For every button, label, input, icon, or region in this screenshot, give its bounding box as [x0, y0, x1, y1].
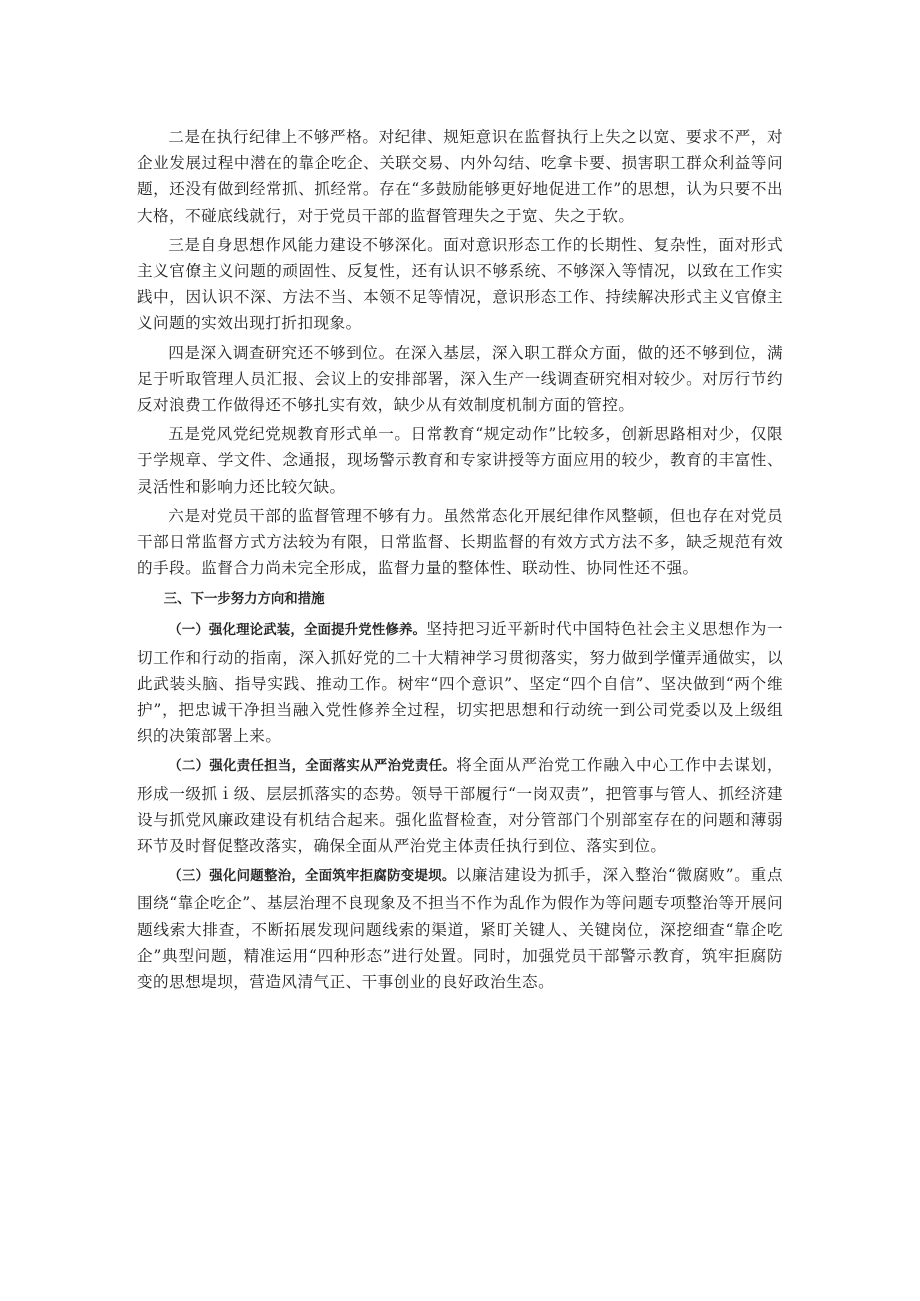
paragraph-self-building: 三是自身思想作风能力建设不够深化。面对意识形态工作的长期性、复杂性，面对形式主义官僚主义问题的顽固性、反复性，还有认识不够系统、不够深入等情况，以致在工作实践中，因认识不深、方法不当、本领不足等情况，意识形态工作、持续解决形式主义官僚主义问题的实效出现打折扣现象。 — [137, 235, 783, 333]
paragraph-supervision-management: 六是对党员干部的监督管理不够有力。虽然常态化开展纪律作风整顿，但也存在对党员干部日常监督方式方法较为有限，日常监督、长期监督的有效方式方法不多，缺乏规范有效的手段。监督合力尚未完全形成，监督力量的整体性、联动性、协同性还不强。 — [137, 506, 783, 578]
measure-body: 坚持把习近平新时代中国特色社会主义思想作为一切工作和行动的指南，深入抓好党的二十大精神学习贯彻落实，努力做到学懂弄通做实，以此武装头脑、指导实践、推动工作。树牢“四个意识”、坚定“四个自信”、坚决做到“两个维护”，把忠诚干净担当融入党性修养全过程，切实把思想和行动统一到公司党委以及上级组织的决策部署上来。 — [137, 620, 783, 746]
document-page — [137, 124, 783, 995]
measure-lead: （一）强化理论武装，全面提升党性修养。 — [168, 623, 427, 639]
measure-lead: （二）强化责任担当，全面落实从严治党责任。 — [168, 759, 457, 775]
measure-body: 以廉洁建设为抓手，深入整治“微腐败”。重点围绕“靠企吃企”、基层治理不良现象及不担当不作为乱作为假作为等问题专项整治等开展问题线索大排查，不断拓展发现问题线索的渠道，紧盯关键人、关键岗位，深挖细查“靠企吃企”典型问题，精准运用“四种形态”进行处置。同时，加强党员干部警示教育，筑牢拒腐防变的思想堤坝，营造风清气正、干事创业的良好政治生态。 — [137, 866, 783, 992]
measure-body: 将全面从严治党工作融入中心工作中去谋划，形成一级抓ｉ级、层层抓落实的态势。领导干部履行“一岗双责”，把管事与管人、抓经济建设与抓党风廉政建设有机结合起来。强化监督检查，对分管部门个别部室存在的问题和薄弱环节及时督促整改落实，确保全面从严治党主体责任执行到位、落实到位。 — [137, 756, 783, 856]
section-heading: 三、下一步努力方向和措施 — [163, 592, 325, 608]
paragraph-discipline-enforcement: 二是在执行纪律上不够严格。对纪律、规矩意识在监督执行上失之以宽、要求不严，对企业发展过程中潜在的靠企吃企、关联交易、内外勾结、吃拿卡要、损害职工群众利益等问题，还没有做到经常抓、抓经常。存在“多鼓励能够更好地促进工作”的思想，认为只要不出大格，不碰底线就行，对于党员干部的监督管理失之于宽、失之于软。 — [137, 128, 783, 225]
measure-problem-rectification — [137, 862, 783, 995]
measure-responsibility — [137, 752, 783, 859]
paragraph-investigation-research: 四是深入调查研究还不够到位。在深入基层，深入职工群众方面，做的还不够到位，满足于听取管理人员汇报、会议上的安排部署，深入生产一线调查研究相对较少。对厉行节约反对浪费工作做得还不够扎实有效，缺少从有效制度机制方面的管控。 — [137, 343, 783, 415]
measure-lead: （三）强化问题整治，全面筑牢拒腐防变堤坝。 — [168, 869, 456, 885]
measure-theory-armament — [137, 616, 783, 749]
paragraph-education-form: 五是党风党纪党规教育形式单一。日常教育“规定动作”比较多，创新思路相对少，仅限于学规章、学文件、念通报，现场警示教育和专家讲授等方面应用的较少，教育的丰富性、灵活性和影响力还比较欠缺。 — [137, 425, 783, 496]
